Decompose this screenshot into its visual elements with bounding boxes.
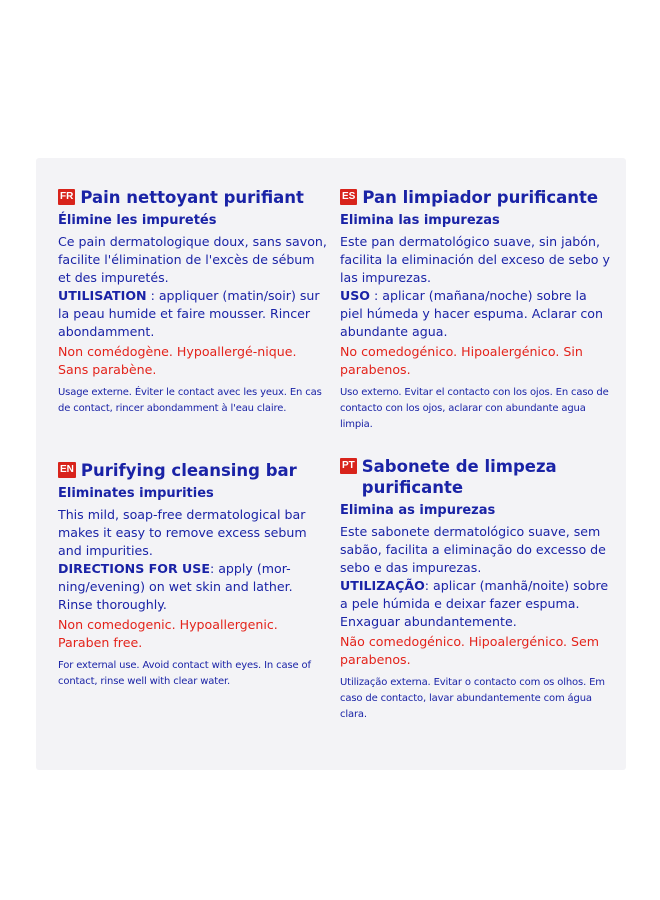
section-english (58, 460, 328, 690)
directions-body: : aplicar (manhã/noite) sobre a pele húmida e deixar fazer espuma. Enxaguar abundantemente. (340, 578, 609, 629)
section-title: Pain nettoyant purifiant (80, 188, 304, 207)
claims-text: Non comedogenic. Hypoallergenic. Paraben free. (58, 617, 278, 650)
directions-body: : appliquer (matin/soir) sur la peau humide et faire mousser. Rincer abondamment. (58, 288, 320, 339)
language-badge: FR (58, 189, 75, 205)
warning-text: For external use. Avoid contact with eyes. In case of contact, rinse well with clear water. (58, 660, 311, 687)
section-spanish (340, 187, 610, 433)
title-row (58, 460, 328, 481)
directions-body: : apply (mor-ning/evening) on wet skin and lather. Rinse thoroughly. (58, 561, 293, 612)
directions-text (340, 287, 610, 341)
language-badge: ES (340, 189, 357, 205)
directions-text (58, 560, 328, 614)
section-title: Sabonete de limpeza purificante (361, 457, 557, 497)
section-french (58, 187, 328, 417)
directions-text (58, 287, 328, 341)
claims-text: No comedogénico. Hipoalergénico. Sin parabenos. (340, 344, 583, 377)
section-subtitle: Elimina las impurezas (340, 213, 500, 228)
warning-text: Utilização externa. Evitar o contacto com os olhos. Em caso de contacto, lavar abundantemente com água clara. (340, 677, 605, 720)
directions-body: : aplicar (mañana/noche) sobre la piel húmeda y hacer espuma. Aclarar con abundante agua. (340, 288, 603, 339)
section-title: Purifying cleansing bar (80, 461, 297, 480)
directions-label: DIRECTIONS FOR USE (58, 561, 210, 576)
warning-text: Uso externo. Evitar el contacto con los ojos. En caso de contacto con los ojos, aclarar con abundante agua limpia. (340, 387, 609, 430)
description-text: Este pan dermatológico suave, sin jabón, facilita la eliminación del exceso de sebo y las impurezas. (340, 234, 610, 285)
directions-text (340, 577, 610, 631)
description-text: Este sabonete dermatológico suave, sem sabão, facilita a eliminação do excesso de sebo e das impurezas. (340, 524, 606, 575)
section-subtitle: Elimina as impurezas (340, 503, 496, 518)
language-badge: PT (340, 458, 357, 474)
description-text: Ce pain dermatologique doux, sans savon, facilite l'élimination de l'excès de sébum et des impuretés. (58, 234, 327, 285)
title-row (340, 456, 610, 498)
section-portuguese (340, 456, 610, 723)
directions-label: UTILIZAÇÃO (340, 578, 425, 593)
description-text: This mild, soap-free dermatological bar makes it easy to remove excess sebum and impurities. (58, 507, 307, 558)
title-row (58, 187, 328, 208)
section-subtitle: Élimine les impuretés (58, 213, 217, 228)
directions-label: UTILISATION (58, 288, 147, 303)
claims-text: Não comedogénico. Hipoalergénico. Sem parabenos. (340, 634, 600, 667)
claims-text: Non comédogène. Hypoallergé-nique. Sans parabène. (58, 344, 297, 377)
warning-text: Usage externe. Éviter le contact avec les yeux. En cas de contact, rincer abondamment à l'eau claire. (58, 387, 322, 414)
title-row (340, 187, 610, 208)
language-badge: EN (58, 462, 76, 478)
section-title: Pan limpiador purificante (362, 188, 599, 207)
directions-label: USO (340, 288, 371, 303)
section-subtitle: Eliminates impurities (58, 486, 214, 501)
